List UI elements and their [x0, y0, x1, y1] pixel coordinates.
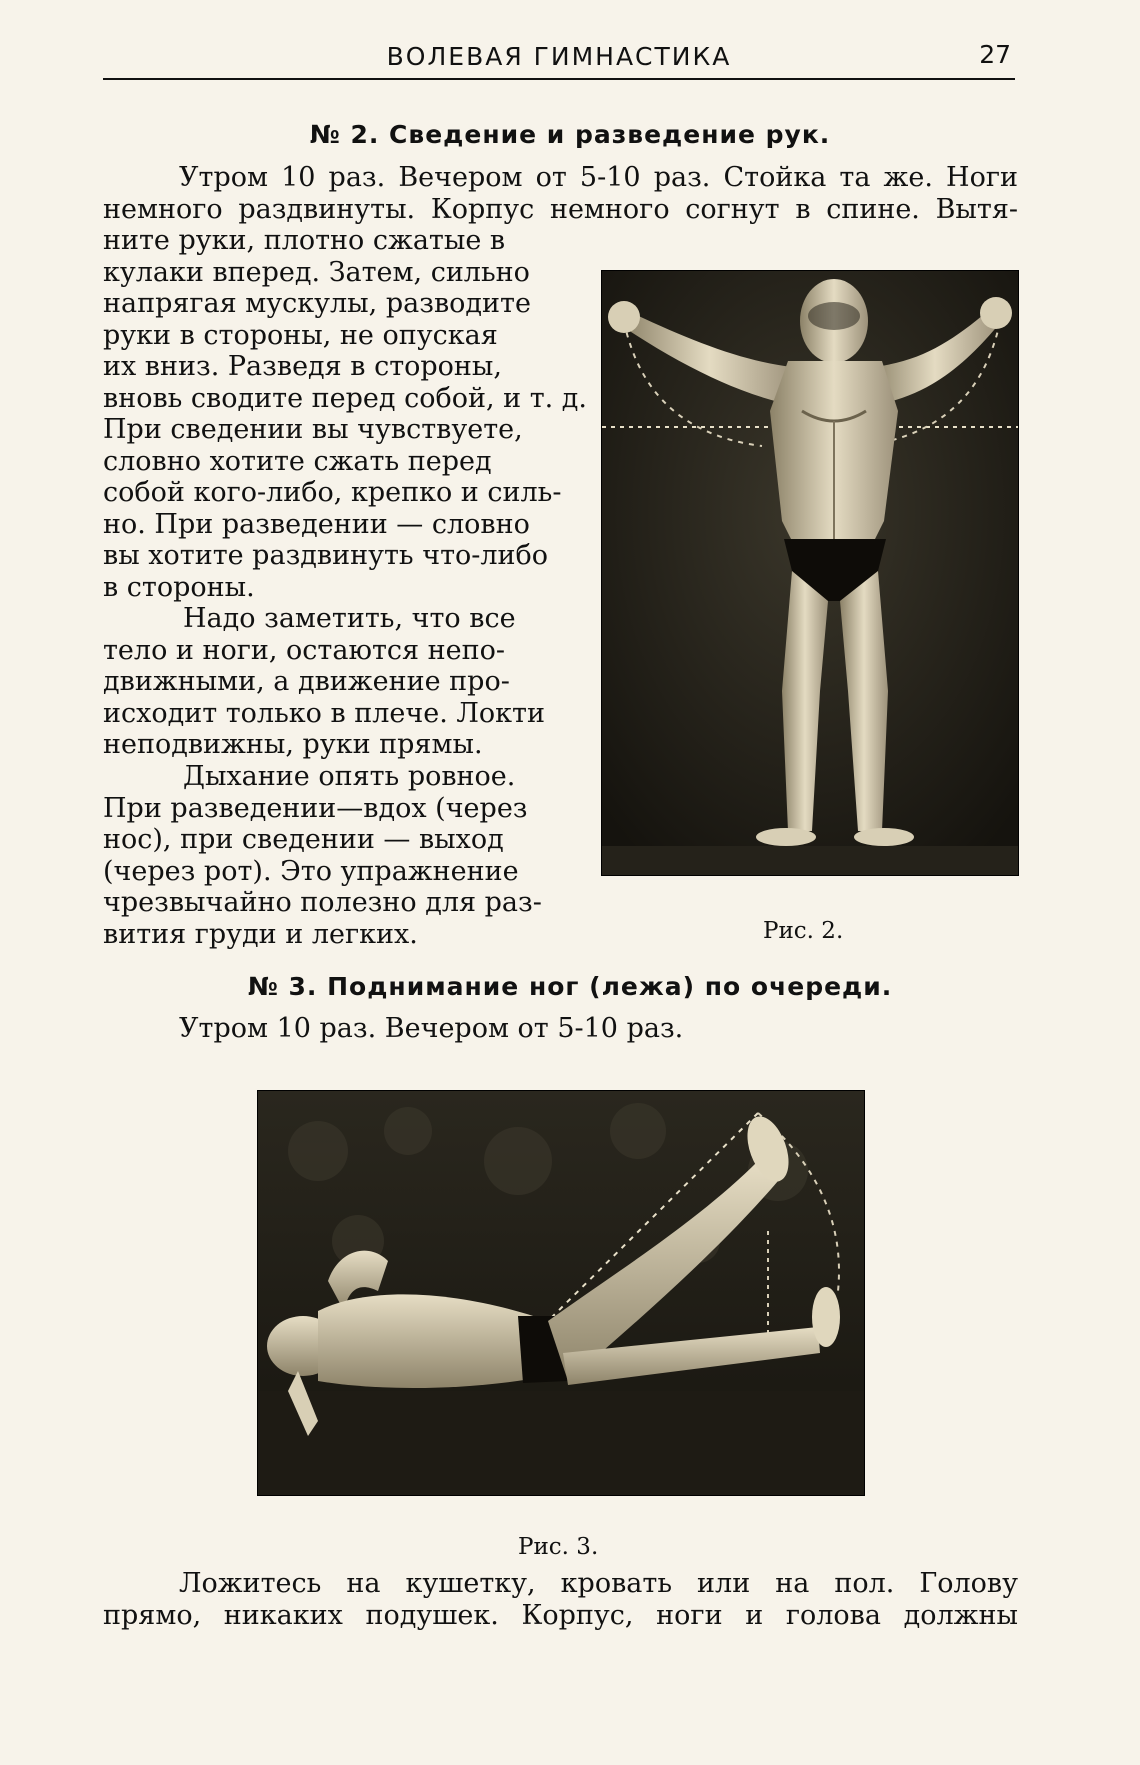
text-line: При разведении—вдох (через [103, 792, 528, 824]
text-line: Утром 10 раз. Вечером от 5-10 раз. Стойка та же. Ноги [179, 162, 1018, 193]
text-line: Утром 10 раз. Вечером от 5-10 раз. [179, 1013, 684, 1044]
text-line: нос), при сведении — выход [103, 824, 504, 855]
text-line: прямо, никаких подушек. Корпус, ноги и голова должны [103, 1599, 1018, 1631]
exercise-2-intro [103, 162, 1018, 225]
figure-2-photo [601, 270, 1019, 876]
text-line: вы хотите раздвинуть что-либо [103, 540, 549, 571]
text-line: вития груди и легких. [103, 918, 418, 950]
text-line: Надо заметить, что все [183, 603, 516, 634]
running-title: ВОЛЕВАЯ ГИМНАСТИКА [386, 42, 732, 71]
figure-3-photo [257, 1090, 865, 1496]
running-header [103, 38, 1015, 80]
exercise-3-heading: № 3. Поднимание ног (лежа) по очереди. [247, 972, 893, 1001]
exercise-3-intro [103, 1013, 1018, 1045]
text-line: в стороны. [103, 571, 255, 603]
text-line: исходит только в плече. Локти [103, 697, 545, 729]
text-line: вновь сводите перед собой, и т. д. [103, 382, 588, 414]
text-line: чрезвычайно полезно для раз- [103, 887, 542, 918]
exercise-2-breathing [103, 761, 563, 950]
text-line: неподвижны, руки прямы. [103, 729, 483, 760]
exercise-3-body [103, 1568, 1018, 1631]
text-line: тело и ноги, остаются непо- [103, 634, 505, 666]
exercise-2-body [103, 225, 588, 603]
standing-man-illustration [602, 271, 1018, 875]
text-line: (через рот). Это упражнение [103, 855, 519, 887]
page-number: 27 [979, 40, 1011, 69]
text-line: но. При разведении — словно [103, 508, 530, 540]
figure-3-caption: Рис. 3. [518, 1534, 599, 1560]
text-line: При сведении вы чувствуете, [103, 414, 523, 445]
text-line: их вниз. Разведя в стороны, [103, 351, 503, 382]
text-line: движными, а движение про- [103, 666, 510, 697]
text-line: руки в стороны, не опуская [103, 319, 498, 351]
lying-man-illustration [258, 1091, 864, 1495]
text-line: собой кого-либо, крепко и силь- [103, 477, 562, 508]
exercise-2-heading: № 2. Сведение и разведение рук. [309, 120, 831, 149]
text-line: ните руки, плотно сжатые в [103, 225, 506, 256]
figure-2-caption: Рис. 2. [763, 918, 844, 944]
text-line: Ложитесь на кушетку, кровать или на пол. Голову [179, 1568, 1018, 1599]
exercise-2-note [103, 603, 563, 761]
text-line: немного раздвинуты. Корпус немного согнут в спине. Вытя- [103, 193, 1018, 225]
text-line: кулаки вперед. Затем, сильно [103, 256, 530, 288]
text-line: напрягая мускулы, разводите [103, 288, 531, 319]
text-line: Дыхание опять ровное. [183, 761, 516, 792]
text-line: словно хотите сжать перед [103, 445, 492, 477]
